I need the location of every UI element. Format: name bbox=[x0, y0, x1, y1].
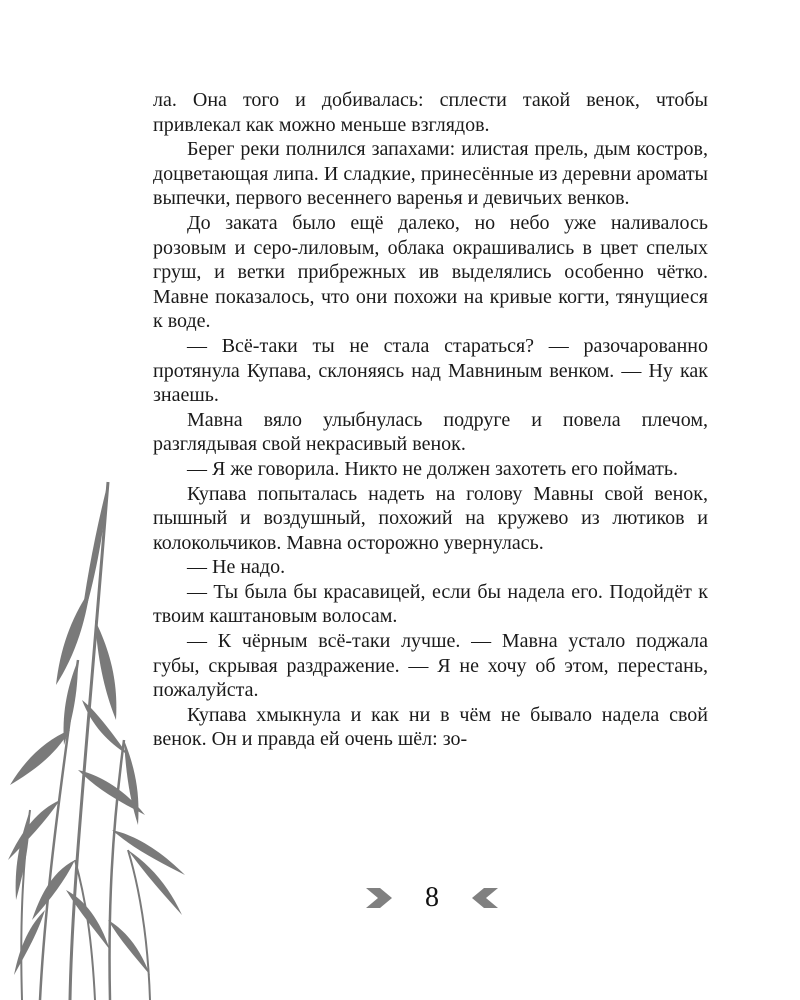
dialogue-paragraph: — Не надо. bbox=[187, 556, 286, 579]
paragraph: Купава попыталась надеть на голову Мавны свой венок, пышный и воздушный, похожий на кружево из лютиков и колокольчиков. Мавна осторожно увернулась. bbox=[153, 482, 708, 554]
paragraph: До заката было ещё далеко, но небо уже наливалось розовым и серо-лиловым, облака окрашивались в цвет спелых груш, и ветки прибрежных ив выделялись особенно чётко. Мавне показалось, что они похожи на кривые когти, тянущиеся к воде. bbox=[153, 211, 708, 333]
dialogue-paragraph: — Ты была бы красавицей, если бы надела его. Подойдёт к твоим каштановым волосам. bbox=[153, 580, 708, 628]
page-number: 8 bbox=[425, 882, 439, 913]
paragraph: Берег реки полнился запахами: илистая прель, дым костров, доцветающая липа. И сладкие, принесённые из деревни ароматы выпечки, первого весеннего варенья и девичьих венков. bbox=[153, 138, 708, 210]
paragraph: Мавна вяло улыбнулась подруге и повела плечом, разглядывая свой некрасивый венок. bbox=[153, 408, 708, 456]
dialogue-paragraph: — К чёрным всё-таки лучше. — Мавна устало поджала губы, скрывая раздражение. — Я не хочу об этом, перестань, пожалуйста. bbox=[153, 630, 708, 702]
dialogue-paragraph: — Я же говорила. Никто не должен захотеть его поймать. bbox=[187, 457, 678, 480]
chevron-right-ornament-icon bbox=[366, 886, 400, 910]
paragraph: Купава хмыкнула и как ни в чём не бывало надела свой венок. Он и правда ей очень шёл: зо- bbox=[153, 703, 708, 751]
chevron-left-ornament-icon bbox=[464, 886, 498, 910]
dialogue-paragraph: — Всё-таки ты не стала стараться? — разочарованно протянула Купава, склоняясь над Мавниным венком. — Ну как знаешь. bbox=[153, 334, 708, 407]
paragraph: ла. Она того и добивалась: сплести такой венок, чтобы привлекал как можно меньше взглядов. bbox=[153, 89, 708, 136]
body-text bbox=[153, 88, 708, 752]
page-number-folio bbox=[362, 878, 502, 918]
